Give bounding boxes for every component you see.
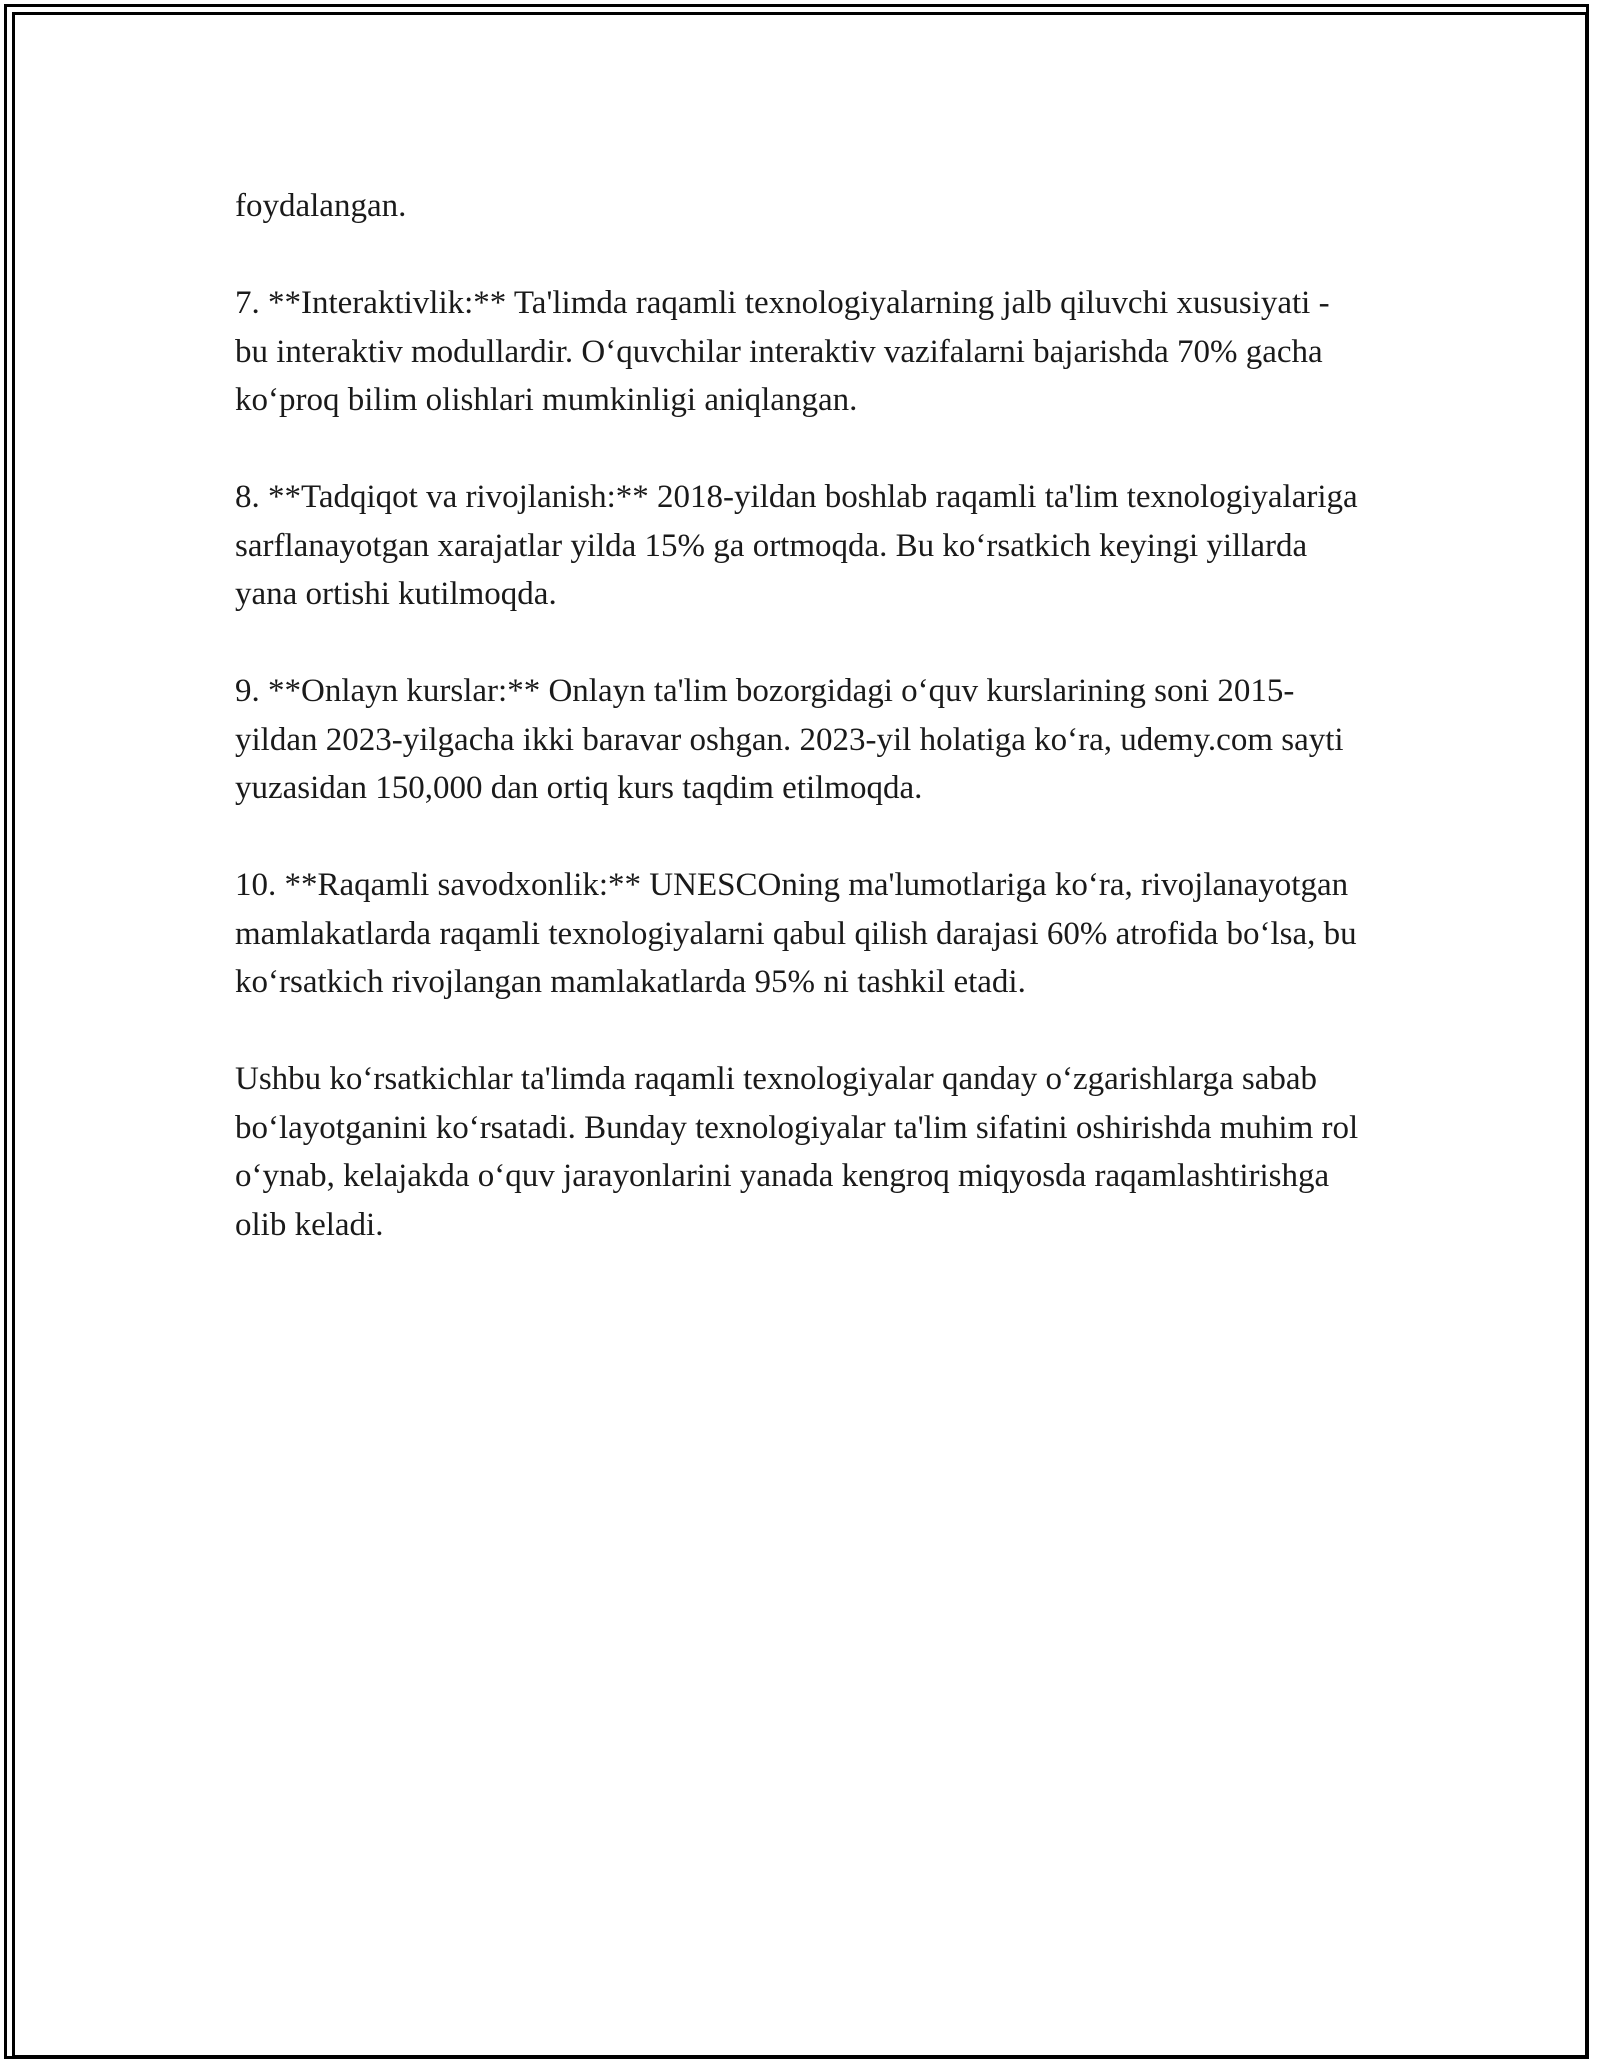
document-body [235,182,1370,1298]
paragraph-tadqiqot: 8. **Tadqiqot va rivojlanish:** 2018-yildan boshlab raqamli ta'lim texnologiyalariga sarflanayotgan xarajatlar yilda 15% ga ortmoqda. Bu ko‘rsatkich keyingi yillarda yana ortishi kutilmoqda. [235,479,1358,612]
paragraph-continuation: foydalangan. [235,188,407,224]
paragraph-raqamli-savodxonlik: 10. **Raqamli savodxonlik:** UNESCOning ma'lumotlariga ko‘ra, rivojlanayotgan mamlakatlarda raqamli texnologiyalarni qabul qilish darajasi 60% atrofida bo‘lsa, bu ko‘rsatkich rivojlangan mamlakatlarda 95% ni tashkil etadi. [235,867,1357,1000]
paragraph-interaktivlik: 7. **Interaktivlik:** Ta'limda raqamli texnologiyalarning jalb qiluvchi xususiyati - bu interaktiv modullardir. O‘quvchilar interaktiv vazifalarni bajarishda 70% gacha ko‘proq bilim olishlari mumkinligi aniqlangan. [235,285,1330,418]
paragraph-conclusion: Ushbu ko‘rsatkichlar ta'limda raqamli texnologiyalar qanday o‘zgarishlarga sabab bo‘layotganini ko‘rsatadi. Bunday texnologiyalar ta'lim sifatini oshirishda muhim rol o‘ynab, kelajakda o‘quv jarayonlarini yanada kengroq miqyosda raqamlashtirishga olib keladi. [235,1061,1359,1243]
paragraph-onlayn-kurslar: 9. **Onlayn kurslar:** Onlayn ta'lim bozorgidagi o‘quv kurslarining soni 2015-yildan 2023-yilgacha ikki baravar oshgan. 2023-yil holatiga ko‘ra, udemy.com sayti yuzasidan 150,000 dan ortiq kurs taqdim etilmoqda. [235,673,1344,806]
